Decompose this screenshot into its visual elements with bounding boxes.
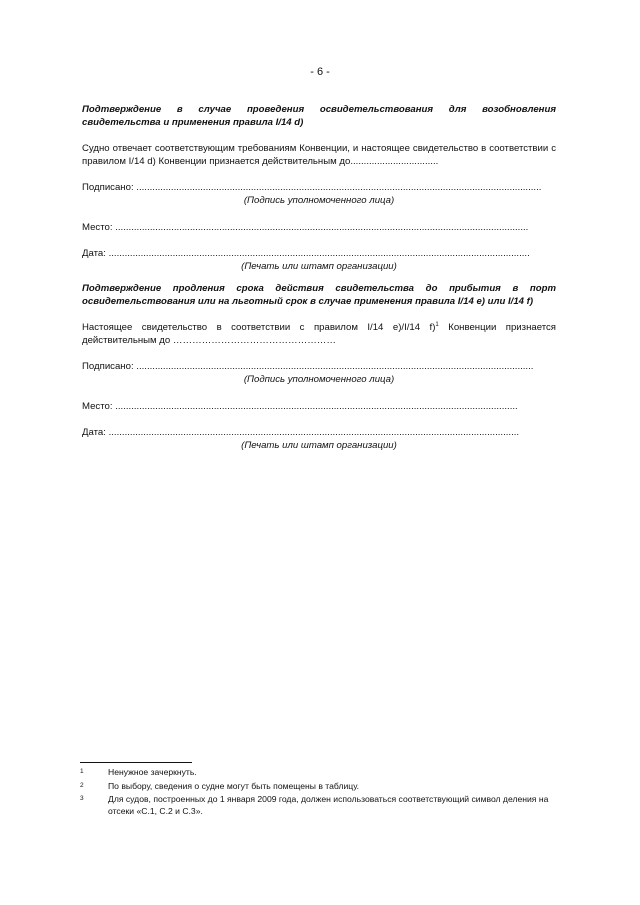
signed-label: Подписано: <box>82 182 134 193</box>
footnote-text: Для судов, построенных до 1 января 2009 года, должен использоваться соответствующий символ деления на отсеки «С.1, С.2 и С.3». <box>108 794 549 816</box>
section-body: Судно отвечает соответствующим требованиям Конвенции, и настоящее свидетельство в соответствии с правилом I/14 d) Конвенции признается действительным до................................. <box>82 143 556 167</box>
section-body: Настоящее свидетельство в соответствии с правилом I/14 e)/I/14 f)$^1$ Конвенции признается действительным до …………………………………………… <box>82 322 556 346</box>
footnotes <box>80 762 560 819</box>
stamp-caption: (Печать или штамп организации) <box>241 260 397 272</box>
footnote-ref: 1 <box>435 322 439 328</box>
signature-line: ........................................................................................................................................................ <box>136 182 542 193</box>
footnote-text: Ненужное зачеркнуть. <box>108 767 197 777</box>
footnote-text: По выбору, сведения о судне могут быть помещены в таблицу. <box>108 780 360 791</box>
date-line: .............................................................................................................................................................. <box>108 248 530 259</box>
signed-field <box>82 182 556 195</box>
place-label: Место: <box>82 221 113 233</box>
footnote-number: 3 <box>80 795 84 802</box>
section-heading: Подтверждение продления срока действия свидетельства до прибытия в порт освидетельствования или на льготный срок в случае применения правила I/14 e) или I/14 f) <box>82 283 556 307</box>
extension-endorsement <box>82 283 556 452</box>
place-field <box>82 222 556 235</box>
footnote <box>80 767 560 779</box>
signature-line: ..................................................................................................................................................... <box>136 361 534 372</box>
footnote-number: 1 <box>80 768 84 775</box>
page-number: - 6 - <box>310 66 330 78</box>
signed-field <box>82 361 556 374</box>
place-line: ....................................................................................................................................................... <box>115 400 518 412</box>
footnote-number: 2 <box>80 781 84 789</box>
footnote-divider <box>80 762 192 763</box>
date-label: Дата: <box>82 248 106 259</box>
date-field <box>82 248 556 261</box>
signature-caption: (Подпись уполномоченного лица) <box>243 373 395 385</box>
stamp-caption: (Печать или штамп организации) <box>241 439 397 451</box>
place-field <box>82 401 556 414</box>
signed-label: Подписано: <box>82 361 134 372</box>
footnote <box>80 794 560 817</box>
section-heading: Подтверждение в случае проведения освидетельствования для возобновления свидетельства и применения правила I/14 d) <box>82 104 556 128</box>
place-label: Место: <box>82 400 113 412</box>
date-field <box>82 427 556 440</box>
signature-caption: (Подпись уполномоченного лица) <box>243 194 395 206</box>
date-line: .......................................................................................................................................................... <box>108 427 520 438</box>
renewal-survey-endorsement <box>82 104 556 273</box>
date-label: Дата: <box>82 427 106 438</box>
footnote <box>80 781 560 793</box>
place-line: ........................................................................................................................................................... <box>115 221 529 233</box>
